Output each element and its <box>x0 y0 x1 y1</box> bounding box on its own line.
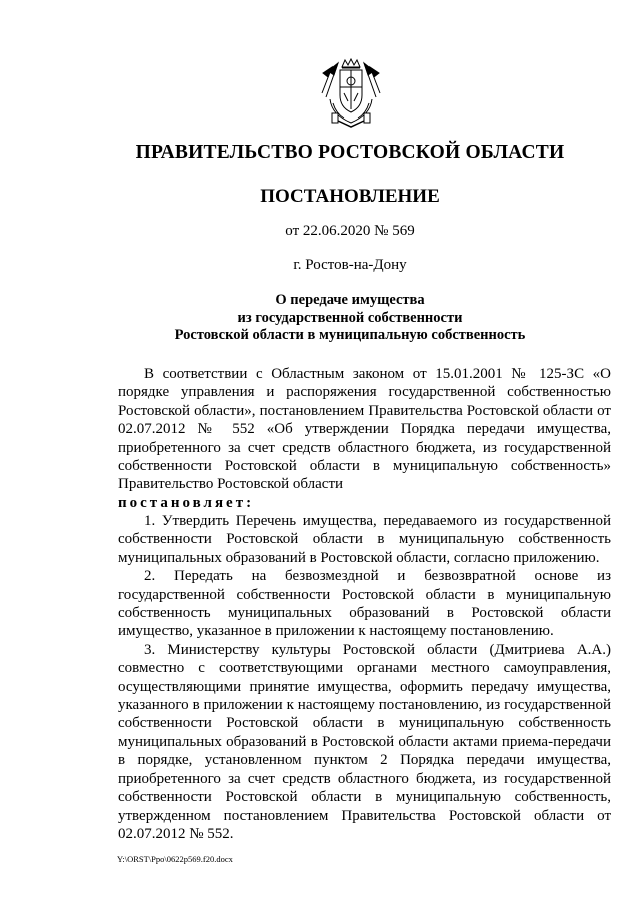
preamble-text: В соответствии с Областным законом от 15.01.2001 № 125-ЗС «О порядке управления и распоряжения государственной собственностью Ростовской области», постановлением Правительства Ростовской области от 02.07.2012 № 552 «Об утверждении Порядка передачи имущества, приобретенного за счет средств областного бюджета, из государственной собственности Ростовской области в муниципальную собственность» Правительство Ростовской области <box>118 366 611 493</box>
decree-subject <box>30 292 640 345</box>
subject-line-2: из государственной собственности <box>237 309 463 326</box>
date-and-number: от 22.06.2020 № 569 <box>285 223 415 239</box>
subject-line-1: О передаче имущества <box>275 292 425 308</box>
decree-item-2: 2. Передать на безвозмездной и безвозвратной основе из государственной собственности Ростовской области в муниципальную собственность муниципальных образований в Ростовской области имущество, указанное в приложении к настоящему постановлению. <box>118 568 611 640</box>
decree-item-1: 1. Утвердить Перечень имущества, передаваемого из государственной собственности Ростовской области в муниципальную собственность муниципальных образований в Ростовской области, согласно приложению. <box>118 513 611 566</box>
subject-line-3: Ростовской области в муниципальную собственность <box>174 327 526 343</box>
file-path-footer: Y:\ORST\Ppo\0622p569.f20.docx <box>117 854 233 864</box>
resolves-keyword: постановляет: <box>118 494 255 511</box>
rostov-oblast-coat-of-arms-icon <box>318 57 384 129</box>
decree-items <box>118 512 611 843</box>
decree-item-3: 3. Министерству культуры Ростовской области (Дмитриева А.А.) совместно с соответствующими органами местного самоуправления, осуществляющими принятие имущества, оформить передачу имущества, указанного в приложении к настоящему постановлению, из государственной собственности Ростовской области в муниципальную собственность муниципальных образований в Ростовской области актами приема-передачи в порядке, установленном пунктом 2 Порядка передачи имущества, приобретенного за счет средств областного бюджета, из государственной собственности Ростовской области в муниципальную собственность, утвержденном постановлением Правительства Ростовской области от 02.07.2012 № 552. <box>118 641 611 842</box>
preamble <box>118 365 611 512</box>
document-type-title: ПОСТАНОВЛЕНИЕ <box>260 186 440 207</box>
city: г. Ростов-на-Дону <box>293 257 407 273</box>
government-title: ПРАВИТЕЛЬСТВО РОСТОВСКОЙ ОБЛАСТИ <box>135 142 565 163</box>
